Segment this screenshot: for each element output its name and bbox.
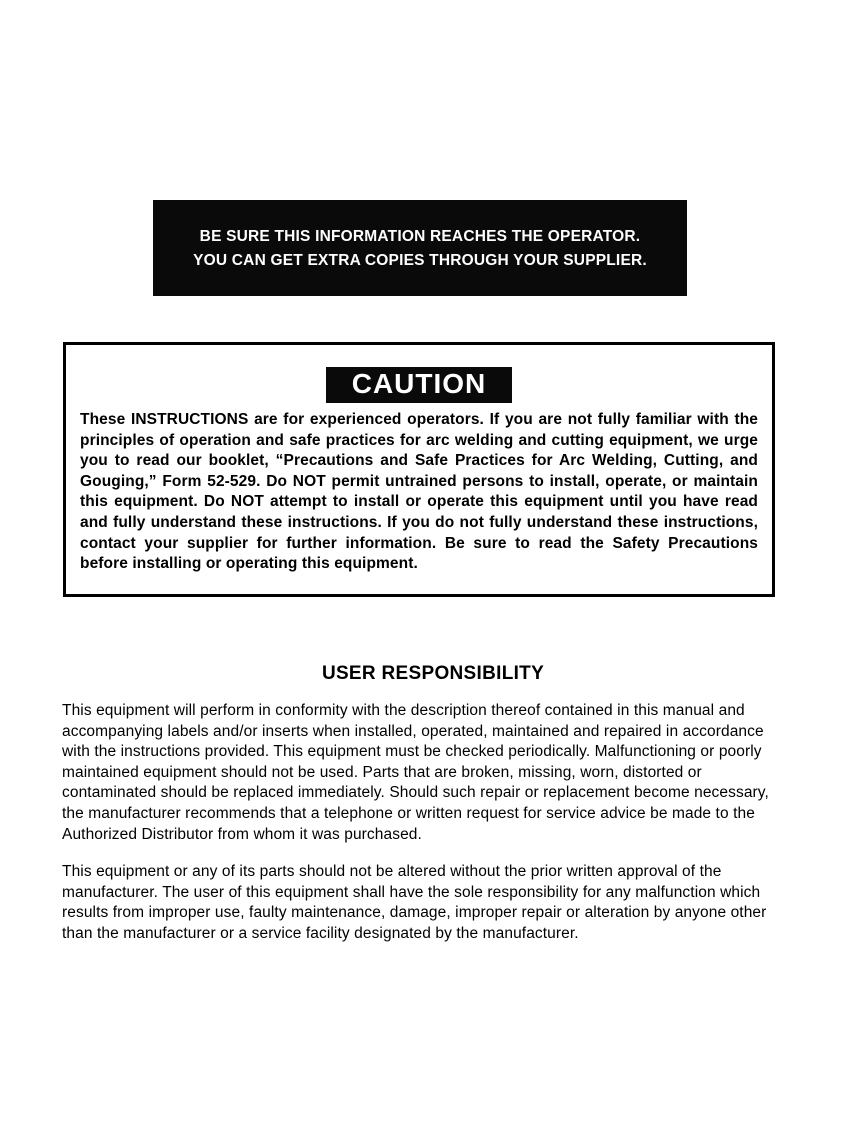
notice-line-2: YOU CAN GET EXTRA COPIES THROUGH YOUR SUPPLIER. (193, 251, 647, 269)
caution-box (63, 342, 775, 597)
user-responsibility-paragraph-2: This equipment or any of its parts should not be altered without the prior written approval of the manufacturer. The user of this equipment shall have the sole responsibility for any malfunction which results from improper use, faulty maintenance, damage, improper repair or alteration by anyone other than the manufacturer or a service facility designated by the manufacturer. (62, 863, 767, 942)
user-responsibility-section (62, 701, 776, 962)
operator-notice-banner (153, 200, 687, 296)
notice-line-1: BE SURE THIS INFORMATION REACHES THE OPERATOR. (199, 227, 641, 245)
caution-title: CAUTION (326, 367, 513, 403)
user-responsibility-title: USER RESPONSIBILITY (321, 663, 545, 684)
user-responsibility-paragraph-1: This equipment will perform in conformity with the description thereof contained in this manual and accompanying labels and/or inserts when installed, operated, maintained and repaired in accordance with the instructions provided. This equipment must be checked periodically. Malfunctioning or poorly maintained equipment should not be used. Parts that are broken, missing, worn, distorted or contaminated should be replaced immediately. Should such repair or replacement become necessary, the manufacturer recommends that a telephone or written request for service advice be made to the Authorized Distributor from whom it was purchased. (62, 702, 769, 843)
caution-body-text: These INSTRUCTIONS are for experienced operators. If you are not fully familiar with the principles of operation and safe practices for arc welding and cutting equipment, we urge you to read our booklet, “Precautions and Safe Practices for Arc Welding, Cutting, and Gouging,” Form 52-529. Do NOT permit untrained persons to install, operate, or maintain this equipment. Do NOT attempt to install or operate this equipment until you have read and fully understand these instructions. If you do not fully understand these instructions, contact your supplier for further information. Be sure to read the Safety Precautions before installing or operating this equipment. (80, 411, 758, 573)
